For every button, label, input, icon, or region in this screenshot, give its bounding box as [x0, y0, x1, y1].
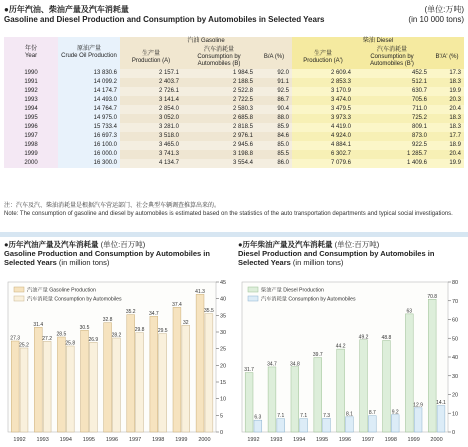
- cell-gas-ratio: 85.9: [256, 123, 292, 132]
- cell-die-production: 4 884.1: [292, 141, 354, 150]
- bar-consumption: [391, 415, 399, 432]
- gasoline-chart-unit-cn: (单位:百万吨): [100, 240, 146, 249]
- data-table: [4, 37, 464, 168]
- cell-year: 2000: [4, 159, 58, 168]
- cell-gas-ratio: 85.0: [256, 141, 292, 150]
- col-header-die-consumption: 汽车消耗量 Consumption by Automobiles (B'): [354, 46, 430, 69]
- table-body: [4, 69, 464, 168]
- gasoline-chart-heading: [4, 240, 236, 267]
- section-separator: [0, 232, 468, 237]
- y-tick-label: 15: [220, 380, 227, 386]
- table-row: [4, 159, 464, 168]
- cell-gas-ratio: 84.6: [256, 132, 292, 141]
- bar-consumption: [346, 417, 354, 432]
- bar-consumption: [368, 416, 376, 432]
- table-unit-cn: (单位:万吨): [424, 5, 464, 14]
- bar-value-label: 44.2: [335, 343, 346, 350]
- bar-value-label: 7.1: [300, 413, 308, 420]
- x-tick-label: 1993: [270, 437, 283, 443]
- y-tick-label: 45: [220, 280, 227, 286]
- bar-production: [150, 316, 158, 432]
- cell-die-consumption: 630.7: [354, 87, 430, 96]
- legend-label: 汽车消耗量 Consumption by Automobiles: [27, 296, 122, 303]
- y-tick-label: 10: [220, 396, 227, 403]
- cell-gas-production: 2 157.1: [120, 69, 182, 78]
- bar-production: [57, 337, 65, 432]
- bar-value-label: 25.8: [65, 340, 76, 347]
- bar-production: [81, 330, 89, 432]
- cell-die-ratio: 19.9: [430, 159, 464, 168]
- diesel-chart-unit-en: (in million tons): [292, 258, 344, 267]
- x-tick-label: 1999: [407, 437, 420, 443]
- x-tick-label: 1998: [152, 437, 165, 443]
- group-header-diesel: 柴油 Diesel: [292, 37, 464, 46]
- cell-die-production: 4 924.0: [292, 132, 354, 141]
- cell-year: 1992: [4, 87, 58, 96]
- y-tick-label: 70: [452, 298, 459, 305]
- table-title-en: Gasoline and Diesel Production and Consumption by Automobiles in Selected Years: [4, 15, 325, 24]
- cell-gas-ratio: 92.0: [256, 69, 292, 78]
- cell-crude-oil: 13 830.6: [58, 69, 120, 78]
- bar-value-label: 25.2: [19, 342, 29, 349]
- group-header-gasoline: 汽油 Gasoline: [120, 37, 292, 46]
- cell-gas-production: 2 726.1: [120, 87, 182, 96]
- cell-gas-production: 2 403.7: [120, 78, 182, 87]
- bar-consumption: [66, 346, 74, 432]
- bar-value-label: 34.8: [290, 361, 300, 368]
- bar-value-label: 35.5: [204, 308, 214, 315]
- cell-gas-ratio: 88.0: [256, 114, 292, 123]
- bar-value-label: 28.2: [111, 332, 122, 339]
- cell-die-consumption: 873.0: [354, 132, 430, 141]
- y-tick-label: 60: [452, 317, 459, 324]
- x-tick-label: 1995: [82, 437, 96, 443]
- table-row: [4, 96, 464, 105]
- bar-production: [196, 294, 204, 432]
- bar-production: [405, 314, 413, 432]
- table-header-cn: [4, 5, 464, 14]
- bar-consumption: [43, 341, 51, 432]
- bar-production: [268, 367, 276, 432]
- cell-gas-consumption: 2 818.5: [182, 123, 256, 132]
- cell-die-production: 2 853.3: [292, 78, 354, 87]
- bar-consumption: [437, 406, 445, 432]
- gasoline-chart-unit-en: (in million tons): [58, 258, 110, 267]
- bar-consumption: [113, 338, 121, 432]
- cell-year: 1995: [4, 114, 58, 123]
- bar-value-label: 29.5: [157, 328, 168, 335]
- table-row: [4, 105, 464, 114]
- cell-gas-consumption: 1 984.5: [182, 69, 256, 78]
- cell-die-ratio: 18.3: [430, 114, 464, 123]
- y-tick-label: 80: [452, 280, 459, 286]
- bar-consumption: [136, 333, 144, 432]
- y-tick-label: 20: [452, 392, 459, 399]
- table-row: [4, 132, 464, 141]
- bar-production: [34, 327, 42, 432]
- cell-year: 1991: [4, 78, 58, 87]
- col-header-gas-production: 生产量 Production (A): [120, 46, 182, 69]
- cell-die-ratio: 18.3: [430, 78, 464, 87]
- cell-die-consumption: 705.6: [354, 96, 430, 105]
- cell-crude-oil: 15 733.4: [58, 123, 120, 132]
- cell-gas-consumption: 2 722.5: [182, 96, 256, 105]
- bar-production: [383, 341, 391, 433]
- col-header-gas-consumption: 汽车消耗量 Consumption by Automobiles (B): [182, 46, 256, 69]
- cell-gas-ratio: 86.0: [256, 159, 292, 168]
- bar-consumption: [20, 348, 28, 432]
- diesel-chart: [236, 276, 466, 446]
- bar-value-label: 14.1: [436, 400, 446, 407]
- cell-die-consumption: 512.1: [354, 78, 430, 87]
- bar-production: [173, 307, 181, 432]
- cell-gas-consumption: 2 945.6: [182, 141, 256, 150]
- bar-value-label: 8.7: [368, 410, 376, 417]
- y-tick-label: 0: [220, 430, 224, 436]
- cell-year: 1994: [4, 105, 58, 114]
- cell-die-production: 4 419.0: [292, 123, 354, 132]
- bar-production: [127, 315, 135, 432]
- table-unit-en: (in 10 000 tons): [408, 15, 464, 24]
- bar-consumption: [205, 314, 213, 432]
- diesel-chart-title-en: Diesel Production and Consumption by Automobiles in Selected Years: [238, 249, 435, 267]
- y-tick-label: 10: [452, 411, 459, 418]
- cell-crude-oil: 16 697.3: [58, 132, 120, 141]
- cell-die-production: 3 479.5: [292, 105, 354, 114]
- col-header-crude: 原油产量 Crude Oil Production: [58, 37, 120, 69]
- y-tick-label: 20: [220, 363, 227, 370]
- bar-value-label: 37.4: [172, 301, 182, 308]
- bar-production: [245, 373, 253, 432]
- bar-consumption: [300, 419, 308, 432]
- bar-value-label: 26.9: [88, 336, 99, 343]
- cell-gas-production: 4 134.7: [120, 159, 182, 168]
- diesel-chart-heading: [238, 240, 464, 267]
- table-row: [4, 123, 464, 132]
- cell-die-ratio: 20.3: [430, 96, 464, 105]
- bar-value-label: 9.2: [391, 409, 399, 416]
- gasoline-chart: [2, 276, 234, 446]
- bar-value-label: 29.8: [134, 327, 145, 334]
- bar-value-label: 49.2: [358, 334, 369, 341]
- bar-value-label: 28.5: [56, 331, 67, 338]
- x-tick-label: 1994: [293, 437, 306, 443]
- y-tick-label: 5: [220, 413, 224, 420]
- cell-year: 1998: [4, 141, 58, 150]
- cell-crude-oil: 16 100.0: [58, 141, 120, 150]
- cell-gas-production: 3 518.0: [120, 132, 182, 141]
- cell-gas-production: 3 281.0: [120, 123, 182, 132]
- bar-consumption: [159, 334, 167, 432]
- cell-crude-oil: 14 975.0: [58, 114, 120, 123]
- cell-die-consumption: 711.0: [354, 105, 430, 114]
- cell-gas-consumption: 2 522.8: [182, 87, 256, 96]
- bar-production: [428, 299, 436, 432]
- cell-gas-consumption: 3 198.8: [182, 150, 256, 159]
- table-header-en: [4, 15, 464, 24]
- x-tick-label: 1998: [384, 437, 397, 443]
- x-tick-label: 1996: [105, 437, 119, 443]
- x-tick-label: 1997: [361, 437, 375, 443]
- y-tick-label: 25: [220, 346, 227, 353]
- bar-value-label: 12.9: [413, 402, 423, 409]
- cell-gas-consumption: 2 976.1: [182, 132, 256, 141]
- x-tick-label: 1995: [315, 437, 329, 443]
- bar-production: [291, 367, 299, 432]
- cell-die-ratio: 20.4: [430, 150, 464, 159]
- cell-die-production: 6 302.7: [292, 150, 354, 159]
- cell-die-production: 3 474.0: [292, 96, 354, 105]
- bar-consumption: [414, 408, 422, 432]
- cell-crude-oil: 14 099.2: [58, 78, 120, 87]
- cell-crude-oil: 16 000.0: [58, 150, 120, 159]
- bar-value-label: 30.5: [79, 324, 90, 331]
- cell-gas-consumption: 2 188.5: [182, 78, 256, 87]
- x-tick-label: 1994: [59, 437, 72, 443]
- diesel-chart-unit-cn: (单位:百万吨): [334, 240, 380, 249]
- cell-gas-consumption: 2 580.3: [182, 105, 256, 114]
- bar-value-label: 31.4: [33, 321, 44, 328]
- cell-die-ratio: 18.9: [430, 141, 464, 150]
- bar-value-label: 27.2: [42, 335, 53, 342]
- bar-value-label: 27.3: [10, 335, 21, 342]
- bar-value-label: 34.7: [267, 361, 277, 368]
- gasoline-chart-title-en: Gasoline Production and Consumption by Automobiles in Selected Years: [4, 249, 210, 267]
- cell-crude-oil: 14 493.0: [58, 96, 120, 105]
- table-row: [4, 141, 464, 150]
- bar-value-label: 32.8: [102, 317, 113, 324]
- cell-die-ratio: 20.4: [430, 105, 464, 114]
- col-header-die-ratio: B'/A' (%): [430, 46, 464, 69]
- cell-die-consumption: 809.1: [354, 123, 430, 132]
- cell-crude-oil: 16 300.0: [58, 159, 120, 168]
- bar-value-label: 6.3: [254, 414, 262, 421]
- legend-swatch: [14, 296, 24, 301]
- bar-value-label: 7.3: [323, 412, 331, 419]
- cell-gas-production: 3 052.0: [120, 114, 182, 123]
- cell-gas-consumption: 3 554.4: [182, 159, 256, 168]
- legend-label: 柴油产量 Diesel Production: [261, 287, 324, 294]
- bar-value-label: 48.8: [381, 335, 392, 341]
- y-tick-label: 30: [452, 373, 459, 380]
- cell-die-consumption: 1 285.7: [354, 150, 430, 159]
- legend-label: 汽油产量 Gasoline Production: [27, 287, 96, 294]
- note-cn: 注：汽车及汽、柴油消耗量是根据汽车营运部门、社会典型车辆调查推算出来的。: [4, 203, 221, 209]
- cell-gas-production: 2 854.0: [120, 105, 182, 114]
- cell-die-consumption: 922.5: [354, 141, 430, 150]
- x-tick-label: 1993: [36, 437, 49, 443]
- cell-year: 1993: [4, 96, 58, 105]
- bar-production: [11, 341, 19, 432]
- table-row: [4, 78, 464, 87]
- x-tick-label: 1999: [175, 437, 188, 443]
- cell-year: 1990: [4, 69, 58, 78]
- bar-consumption: [182, 325, 190, 432]
- cell-die-production: 2 609.4: [292, 69, 354, 78]
- cell-gas-production: 3 141.4: [120, 96, 182, 105]
- cell-gas-ratio: 91.1: [256, 78, 292, 87]
- cell-die-ratio: 18.3: [430, 123, 464, 132]
- legend-swatch: [248, 296, 258, 301]
- bar-consumption: [277, 419, 285, 432]
- bar-value-label: 41.3: [195, 288, 205, 295]
- cell-gas-production: 3 741.3: [120, 150, 182, 159]
- x-tick-label: 1996: [338, 437, 352, 443]
- legend-label: 汽车消耗量 Consumption by Automobiles: [261, 296, 356, 303]
- table-row: [4, 87, 464, 96]
- cell-die-consumption: 725.2: [354, 114, 430, 123]
- cell-year: 1996: [4, 123, 58, 132]
- cell-die-ratio: 19.9: [430, 87, 464, 96]
- y-tick-label: 35: [220, 313, 227, 320]
- x-tick-label: 2000: [430, 437, 443, 443]
- cell-die-production: 3 170.9: [292, 87, 354, 96]
- cell-die-consumption: 1 409.6: [354, 159, 430, 168]
- diesel-chart-title-cn: ●历年柴油产量及汽车消耗量: [238, 240, 333, 249]
- bar-value-label: 35.2: [125, 309, 136, 316]
- cell-gas-ratio: 86.7: [256, 96, 292, 105]
- cell-die-production: 3 973.3: [292, 114, 354, 123]
- bar-consumption: [254, 420, 262, 432]
- y-tick-label: 0: [452, 430, 456, 436]
- legend-swatch: [14, 287, 24, 292]
- bar-consumption: [89, 342, 97, 432]
- table-row: [4, 150, 464, 159]
- legend-swatch: [248, 287, 258, 292]
- bar-production: [360, 340, 368, 432]
- gasoline-chart-title-cn: ●历年汽油产量及汽车消耗量: [4, 240, 99, 249]
- bar-consumption: [323, 418, 331, 432]
- x-tick-label: 1992: [13, 437, 26, 443]
- bar-value-label: 8.1: [345, 411, 353, 418]
- cell-die-ratio: 17.7: [430, 132, 464, 141]
- bar-value-label: 63: [406, 308, 413, 315]
- bar-production: [104, 323, 112, 432]
- bar-value-label: 34.7: [148, 310, 159, 317]
- bar-production: [337, 349, 345, 432]
- bar-value-label: 7.1: [277, 413, 285, 420]
- table-row: [4, 114, 464, 123]
- y-tick-label: 40: [220, 296, 227, 303]
- note-en: Note: The consumption of gasoline and diesel by automobiles is estimated based on the statistics of the auto transportation departments and typical social investigations.: [4, 210, 453, 217]
- col-header-year: 年份 Year: [4, 37, 58, 69]
- cell-gas-ratio: 85.5: [256, 150, 292, 159]
- y-tick-label: 50: [452, 336, 459, 343]
- bar-value-label: 31.7: [244, 367, 254, 374]
- bar-production: [314, 358, 322, 432]
- table-title-cn: ●历年汽油、柴油产量及汽车消耗量: [4, 5, 129, 14]
- y-tick-label: 40: [452, 355, 459, 361]
- cell-gas-ratio: 90.4: [256, 105, 292, 114]
- cell-die-production: 7 079.6: [292, 159, 354, 168]
- cell-crude-oil: 14 764.7: [58, 105, 120, 114]
- bar-value-label: 39.7: [312, 352, 323, 359]
- bar-value-label: 32: [183, 319, 189, 326]
- bar-value-label: 70.8: [427, 293, 438, 300]
- y-tick-label: 30: [220, 330, 227, 336]
- cell-year: 1997: [4, 132, 58, 141]
- cell-gas-production: 3 465.0: [120, 141, 182, 150]
- cell-crude-oil: 14 174.7: [58, 87, 120, 96]
- x-tick-label: 1997: [128, 437, 142, 443]
- table-row: [4, 69, 464, 78]
- table-note: [4, 203, 464, 218]
- cell-die-ratio: 17.3: [430, 69, 464, 78]
- x-tick-label: 2000: [198, 437, 211, 443]
- cell-gas-consumption: 2 685.8: [182, 114, 256, 123]
- col-header-gas-ratio: B/A (%): [256, 46, 292, 69]
- col-header-die-production: 生产量 Production (A'): [292, 46, 354, 69]
- x-tick-label: 1992: [247, 437, 260, 443]
- cell-gas-ratio: 92.5: [256, 87, 292, 96]
- cell-year: 1999: [4, 150, 58, 159]
- cell-die-consumption: 452.5: [354, 69, 430, 78]
